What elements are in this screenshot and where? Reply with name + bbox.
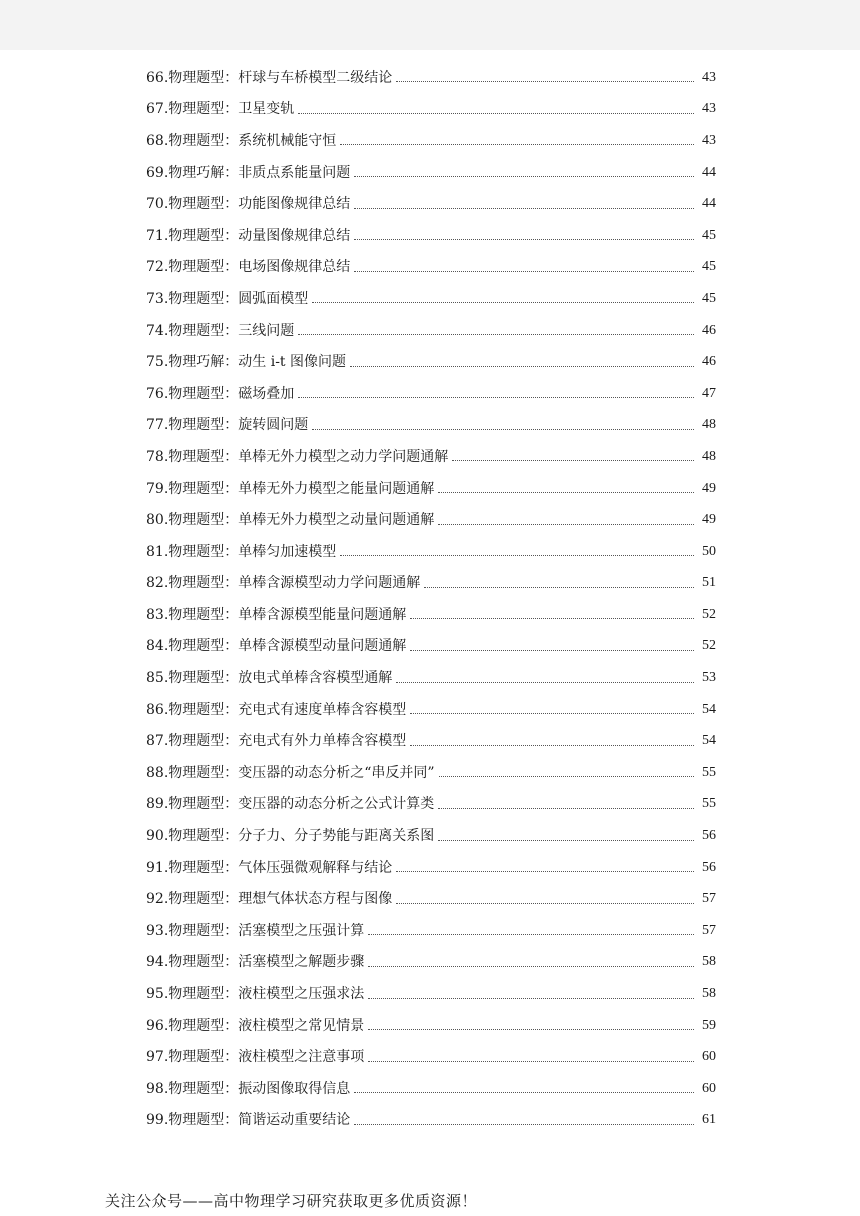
- toc-entry-title: 物理题型：圆弧面模型: [168, 290, 309, 307]
- toc-entry-page: 57: [702, 922, 716, 938]
- toc-entry[interactable]: [146, 915, 716, 947]
- toc-entry-page: 60: [702, 1080, 716, 1096]
- toc-entry-number: 77.: [146, 417, 169, 434]
- toc-dot-leader: [410, 650, 694, 651]
- toc-entry[interactable]: [146, 283, 716, 315]
- toc-entry-number: 67.: [146, 101, 169, 118]
- page-top-band: [0, 0, 860, 50]
- toc-entry-number: 71.: [146, 227, 169, 244]
- toc-entry[interactable]: [146, 725, 716, 757]
- toc-entry-title: 物理题型：单棒无外力模型之动量问题通解: [168, 512, 435, 529]
- toc-entry-number: 76.: [146, 385, 169, 402]
- toc-entry-title: 物理题型：液柱模型之常见情景: [168, 1017, 365, 1034]
- toc-dot-leader: [438, 524, 694, 525]
- toc-dot-leader: [312, 302, 694, 303]
- toc-dot-leader: [424, 587, 694, 588]
- toc-entry-page: 48: [702, 417, 716, 433]
- toc-dot-leader: [340, 555, 694, 556]
- toc-dot-leader: [298, 397, 694, 398]
- toc-entry-page: 46: [702, 322, 716, 338]
- toc-entry-number: 73.: [146, 290, 169, 307]
- toc-entry-page: 48: [702, 448, 716, 464]
- toc-entry[interactable]: [146, 346, 716, 378]
- toc-entry[interactable]: [146, 568, 716, 600]
- toc-entry[interactable]: [146, 947, 716, 979]
- toc-dot-leader: [438, 492, 694, 493]
- toc-entry[interactable]: [146, 852, 716, 884]
- toc-entry-page: 56: [702, 828, 716, 844]
- toc-entry[interactable]: [146, 504, 716, 536]
- toc-entry-number: 69.: [146, 164, 169, 181]
- toc-entry-number: 97.: [146, 1049, 169, 1066]
- toc-dot-leader: [354, 208, 694, 209]
- toc-entry[interactable]: [146, 694, 716, 726]
- toc-entry-page: 55: [702, 796, 716, 812]
- toc-dot-leader: [354, 1092, 694, 1093]
- toc-entry[interactable]: [146, 252, 716, 284]
- toc-entry-page: 49: [702, 512, 716, 528]
- toc-entry-title: 物理题型：活塞模型之解题步骤: [168, 954, 365, 971]
- toc-entry-number: 89.: [146, 796, 169, 813]
- toc-dot-leader: [350, 366, 694, 367]
- toc-dot-leader: [396, 81, 694, 82]
- toc-dot-leader: [354, 239, 694, 240]
- toc-entry-title: 物理题型：单棒匀加速模型: [168, 543, 337, 560]
- toc-entry-number: 98.: [146, 1080, 169, 1097]
- toc-entry[interactable]: [146, 378, 716, 410]
- toc-entry-page: 55: [702, 764, 716, 780]
- toc-entry-page: 47: [702, 385, 716, 401]
- toc-dot-leader: [410, 713, 694, 714]
- toc-entry-title: 物理题型：放电式单棒含容模型通解: [168, 670, 393, 687]
- toc-entry-title: 物理巧解：非质点系能量问题: [168, 164, 351, 181]
- toc-entry-number: 78.: [146, 448, 169, 465]
- toc-entry-page: 51: [702, 575, 716, 591]
- toc-dot-leader: [340, 144, 694, 145]
- toc-entry-title: 物理题型：卫星变轨: [168, 101, 295, 118]
- toc-entry-title: 物理题型：动量图像规律总结: [168, 227, 351, 244]
- toc-entry-title: 物理题型：理想气体状态方程与图像: [168, 891, 393, 908]
- toc-entry-number: 93.: [146, 922, 169, 939]
- toc-entry[interactable]: [146, 820, 716, 852]
- toc-entry-title: 物理题型：功能图像规律总结: [168, 196, 351, 213]
- toc-entry[interactable]: [146, 883, 716, 915]
- toc-dot-leader: [438, 840, 694, 841]
- toc-entry-number: 92.: [146, 891, 169, 908]
- table-of-contents: [146, 62, 716, 1136]
- toc-entry-number: 94.: [146, 954, 169, 971]
- toc-entry-number: 81.: [146, 543, 169, 560]
- toc-entry-number: 86.: [146, 701, 169, 718]
- toc-entry-page: 52: [702, 638, 716, 654]
- toc-entry-page: 45: [702, 259, 716, 275]
- toc-entry-number: 70.: [146, 196, 169, 213]
- toc-entry-number: 82.: [146, 575, 169, 592]
- toc-entry-number: 96.: [146, 1017, 169, 1034]
- toc-entry[interactable]: [146, 125, 716, 157]
- toc-entry-title: 物理题型：充电式有外力单棒含容模型: [168, 733, 407, 750]
- toc-dot-leader: [396, 682, 694, 683]
- toc-entry-number: 68.: [146, 132, 169, 149]
- toc-entry-number: 90.: [146, 828, 169, 845]
- toc-entry[interactable]: [146, 220, 716, 252]
- footer-promo-text: 关注公众号——高中物理学习研究获取更多优质资源！: [105, 1192, 478, 1210]
- toc-entry[interactable]: [146, 410, 716, 442]
- toc-entry[interactable]: [146, 441, 716, 473]
- toc-entry-number: 87.: [146, 733, 169, 750]
- toc-dot-leader: [396, 903, 694, 904]
- toc-entry-title: 物理题型：单棒无外力模型之能量问题通解: [168, 480, 435, 497]
- toc-entry-title: 物理题型：磁场叠加: [168, 385, 295, 402]
- toc-entry-page: 46: [702, 354, 716, 370]
- toc-entry-page: 60: [702, 1049, 716, 1065]
- toc-entry-page: 58: [702, 986, 716, 1002]
- toc-dot-leader: [368, 966, 694, 967]
- toc-dot-leader: [354, 176, 694, 177]
- toc-entry-title: 物理题型：三线问题: [168, 322, 295, 339]
- toc-entry[interactable]: [146, 599, 716, 631]
- toc-dot-leader: [439, 776, 694, 777]
- toc-entry-number: 83.: [146, 606, 169, 623]
- toc-entry-title: 物理题型：电场图像规律总结: [168, 259, 351, 276]
- toc-entry-title: 物理题型：变压器的动态分析之“串反并同”: [168, 764, 435, 781]
- toc-entry-title: 物理题型：单棒含源模型动量问题通解: [168, 638, 407, 655]
- toc-entry-title: 物理题型：活塞模型之压强计算: [168, 922, 365, 939]
- toc-entry-page: 56: [702, 859, 716, 875]
- toc-entry[interactable]: [146, 662, 716, 694]
- toc-dot-leader: [368, 934, 694, 935]
- toc-entry[interactable]: [146, 62, 716, 94]
- toc-entry-number: 74.: [146, 322, 169, 339]
- toc-entry-page: 44: [702, 164, 716, 180]
- toc-entry-number: 75.: [146, 354, 169, 371]
- toc-entry[interactable]: [146, 757, 716, 789]
- toc-entry[interactable]: [146, 536, 716, 568]
- toc-entry-page: 43: [702, 69, 716, 85]
- toc-dot-leader: [438, 808, 694, 809]
- toc-dot-leader: [368, 1061, 694, 1062]
- toc-entry-page: 50: [702, 543, 716, 559]
- toc-dot-leader: [452, 460, 694, 461]
- toc-dot-leader: [298, 113, 694, 114]
- toc-entry-title: 物理巧解：动生 i-t 图像问题: [168, 354, 346, 371]
- toc-entry-title: 物理题型：变压器的动态分析之公式计算类: [168, 796, 435, 813]
- toc-entry-page: 54: [702, 701, 716, 717]
- toc-entry-page: 52: [702, 606, 716, 622]
- toc-entry-page: 57: [702, 891, 716, 907]
- toc-dot-leader: [368, 998, 694, 999]
- toc-entry-title: 物理题型：充电式有速度单棒含容模型: [168, 701, 407, 718]
- toc-entry-title: 物理题型：单棒含源模型能量问题通解: [168, 606, 407, 623]
- toc-entry-title: 物理题型：液柱模型之压强求法: [168, 986, 365, 1003]
- toc-entry[interactable]: [146, 1010, 716, 1042]
- toc-dot-leader: [312, 429, 694, 430]
- toc-entry[interactable]: [146, 1073, 716, 1105]
- toc-entry[interactable]: [146, 631, 716, 663]
- toc-entry-page: 45: [702, 227, 716, 243]
- toc-entry-page: 44: [702, 196, 716, 212]
- toc-entry-page: 49: [702, 480, 716, 496]
- toc-entry-title: 物理题型：气体压强微观解释与结论: [168, 859, 393, 876]
- toc-entry-title: 物理题型：单棒含源模型动力学问题通解: [168, 575, 421, 592]
- toc-entry-number: 79.: [146, 480, 169, 497]
- toc-entry-page: 53: [702, 670, 716, 686]
- toc-entry-title: 物理题型：液柱模型之注意事项: [168, 1049, 365, 1066]
- toc-dot-leader: [368, 1029, 694, 1030]
- toc-entry[interactable]: [146, 188, 716, 220]
- toc-entry[interactable]: [146, 94, 716, 126]
- toc-entry-number: 66.: [146, 69, 169, 86]
- toc-entry-page: 43: [702, 101, 716, 117]
- toc-entry[interactable]: [146, 978, 716, 1010]
- toc-entry-title: 物理题型：旋转圆问题: [168, 417, 309, 434]
- toc-entry-number: 72.: [146, 259, 169, 276]
- toc-entry-title: 物理题型：振动图像取得信息: [168, 1080, 351, 1097]
- toc-entry-page: 59: [702, 1017, 716, 1033]
- toc-entry-page: 43: [702, 132, 716, 148]
- toc-entry-number: 80.: [146, 512, 169, 529]
- toc-entry-number: 99.: [146, 1112, 169, 1129]
- toc-dot-leader: [410, 745, 694, 746]
- toc-entry-number: 84.: [146, 638, 169, 655]
- toc-entry[interactable]: [146, 789, 716, 821]
- toc-entry-number: 95.: [146, 986, 169, 1003]
- toc-entry[interactable]: [146, 1041, 716, 1073]
- toc-entry[interactable]: [146, 157, 716, 189]
- toc-dot-leader: [396, 871, 694, 872]
- toc-dot-leader: [298, 334, 694, 335]
- toc-entry-page: 61: [702, 1112, 716, 1128]
- toc-entry-title: 物理题型：单棒无外力模型之动力学问题通解: [168, 448, 449, 465]
- toc-entry-number: 88.: [146, 764, 169, 781]
- toc-entry[interactable]: [146, 315, 716, 347]
- toc-entry-title: 物理题型：杆球与车桥模型二级结论: [168, 69, 393, 86]
- toc-dot-leader: [354, 1124, 694, 1125]
- toc-entry-number: 91.: [146, 859, 169, 876]
- toc-dot-leader: [410, 618, 694, 619]
- toc-entry-page: 45: [702, 290, 716, 306]
- toc-entry[interactable]: [146, 473, 716, 505]
- toc-entry-title: 物理题型：系统机械能守恒: [168, 132, 337, 149]
- toc-dot-leader: [354, 271, 694, 272]
- toc-entry[interactable]: [146, 1105, 716, 1137]
- toc-entry-page: 54: [702, 733, 716, 749]
- toc-entry-title: 物理题型：简谐运动重要结论: [168, 1112, 351, 1129]
- toc-entry-page: 58: [702, 954, 716, 970]
- toc-entry-number: 85.: [146, 670, 169, 687]
- toc-entry-title: 物理题型：分子力、分子势能与距离关系图: [168, 828, 435, 845]
